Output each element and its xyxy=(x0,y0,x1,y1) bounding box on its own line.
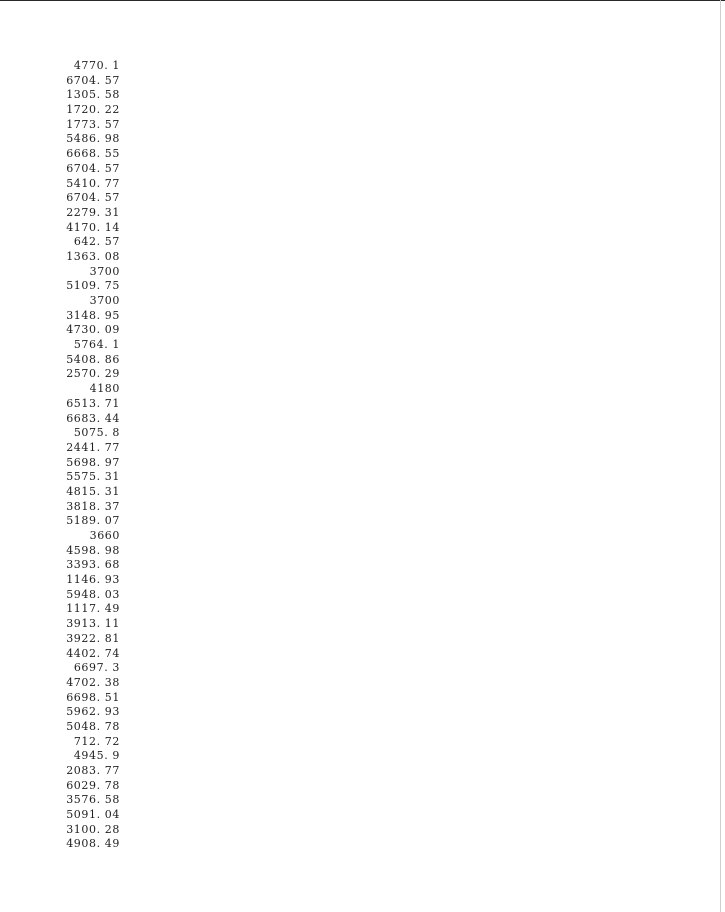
value-row: 5048. 78 xyxy=(66,719,120,733)
value-row: 5698. 97 xyxy=(66,455,120,469)
value-row: 5575. 31 xyxy=(66,470,120,484)
value-row: 3700 xyxy=(89,294,120,307)
value-row: 2441. 77 xyxy=(66,440,120,454)
value-row: 3913. 11 xyxy=(66,617,120,631)
value-row: 3148. 95 xyxy=(66,308,120,322)
value-row: 1146. 93 xyxy=(66,573,120,587)
value-row: 4815. 31 xyxy=(66,484,120,498)
value-row: 4598. 98 xyxy=(66,543,120,557)
value-row: 3818. 37 xyxy=(66,499,120,513)
value-row: 5764. 1 xyxy=(73,338,120,352)
value-row: 5486. 98 xyxy=(66,132,120,146)
value-row: 4945. 9 xyxy=(73,749,120,763)
value-row: 1117. 49 xyxy=(66,602,120,616)
value-column xyxy=(60,59,120,852)
value-row: 5109. 75 xyxy=(66,279,120,293)
value-row: 3576. 58 xyxy=(66,793,120,807)
value-row: 6668. 55 xyxy=(66,147,120,161)
value-row: 4770. 1 xyxy=(73,59,120,72)
value-row: 2279. 31 xyxy=(66,205,120,219)
value-row: 1773. 57 xyxy=(66,117,120,131)
value-row: 6683. 44 xyxy=(66,411,120,425)
value-row: 6513. 71 xyxy=(66,396,120,410)
value-row: 712. 72 xyxy=(73,734,120,748)
value-row: 5962. 93 xyxy=(66,705,120,719)
value-row: 3700 xyxy=(89,264,120,278)
value-row: 2570. 29 xyxy=(66,367,120,381)
value-row: 5410. 77 xyxy=(66,176,120,190)
value-row: 2083. 77 xyxy=(66,764,120,777)
value-row: 6704. 57 xyxy=(66,73,120,87)
value-row: 3393. 68 xyxy=(66,558,120,572)
value-row: 3100. 28 xyxy=(66,822,120,836)
value-row: 6698. 51 xyxy=(66,690,120,704)
value-row: 4702. 38 xyxy=(66,675,120,689)
value-row: 642. 57 xyxy=(73,235,120,249)
value-row: 6704. 57 xyxy=(66,191,120,205)
value-row: 5075. 8 xyxy=(73,426,120,440)
value-row: 3660 xyxy=(89,529,120,542)
value-row: 3922. 81 xyxy=(66,631,120,645)
value-row: 1363. 08 xyxy=(66,249,120,263)
value-row: 4170. 14 xyxy=(66,220,120,234)
page-right-edge xyxy=(720,0,721,912)
value-row: 1305. 58 xyxy=(66,88,120,102)
value-row: 6697. 3 xyxy=(73,661,120,675)
value-row: 6704. 57 xyxy=(66,161,120,175)
value-row: 5408. 86 xyxy=(66,352,120,366)
value-row: 5189. 07 xyxy=(66,514,120,528)
value-row: 5948. 03 xyxy=(66,587,120,601)
value-row: 4908. 49 xyxy=(66,837,120,851)
value-row: 5091. 04 xyxy=(66,808,120,822)
value-row: 4402. 74 xyxy=(66,646,120,660)
value-row: 1720. 22 xyxy=(66,103,120,117)
value-row: 4730. 09 xyxy=(66,323,120,337)
value-row: 4180 xyxy=(89,382,120,396)
value-row: 6029. 78 xyxy=(66,778,120,792)
